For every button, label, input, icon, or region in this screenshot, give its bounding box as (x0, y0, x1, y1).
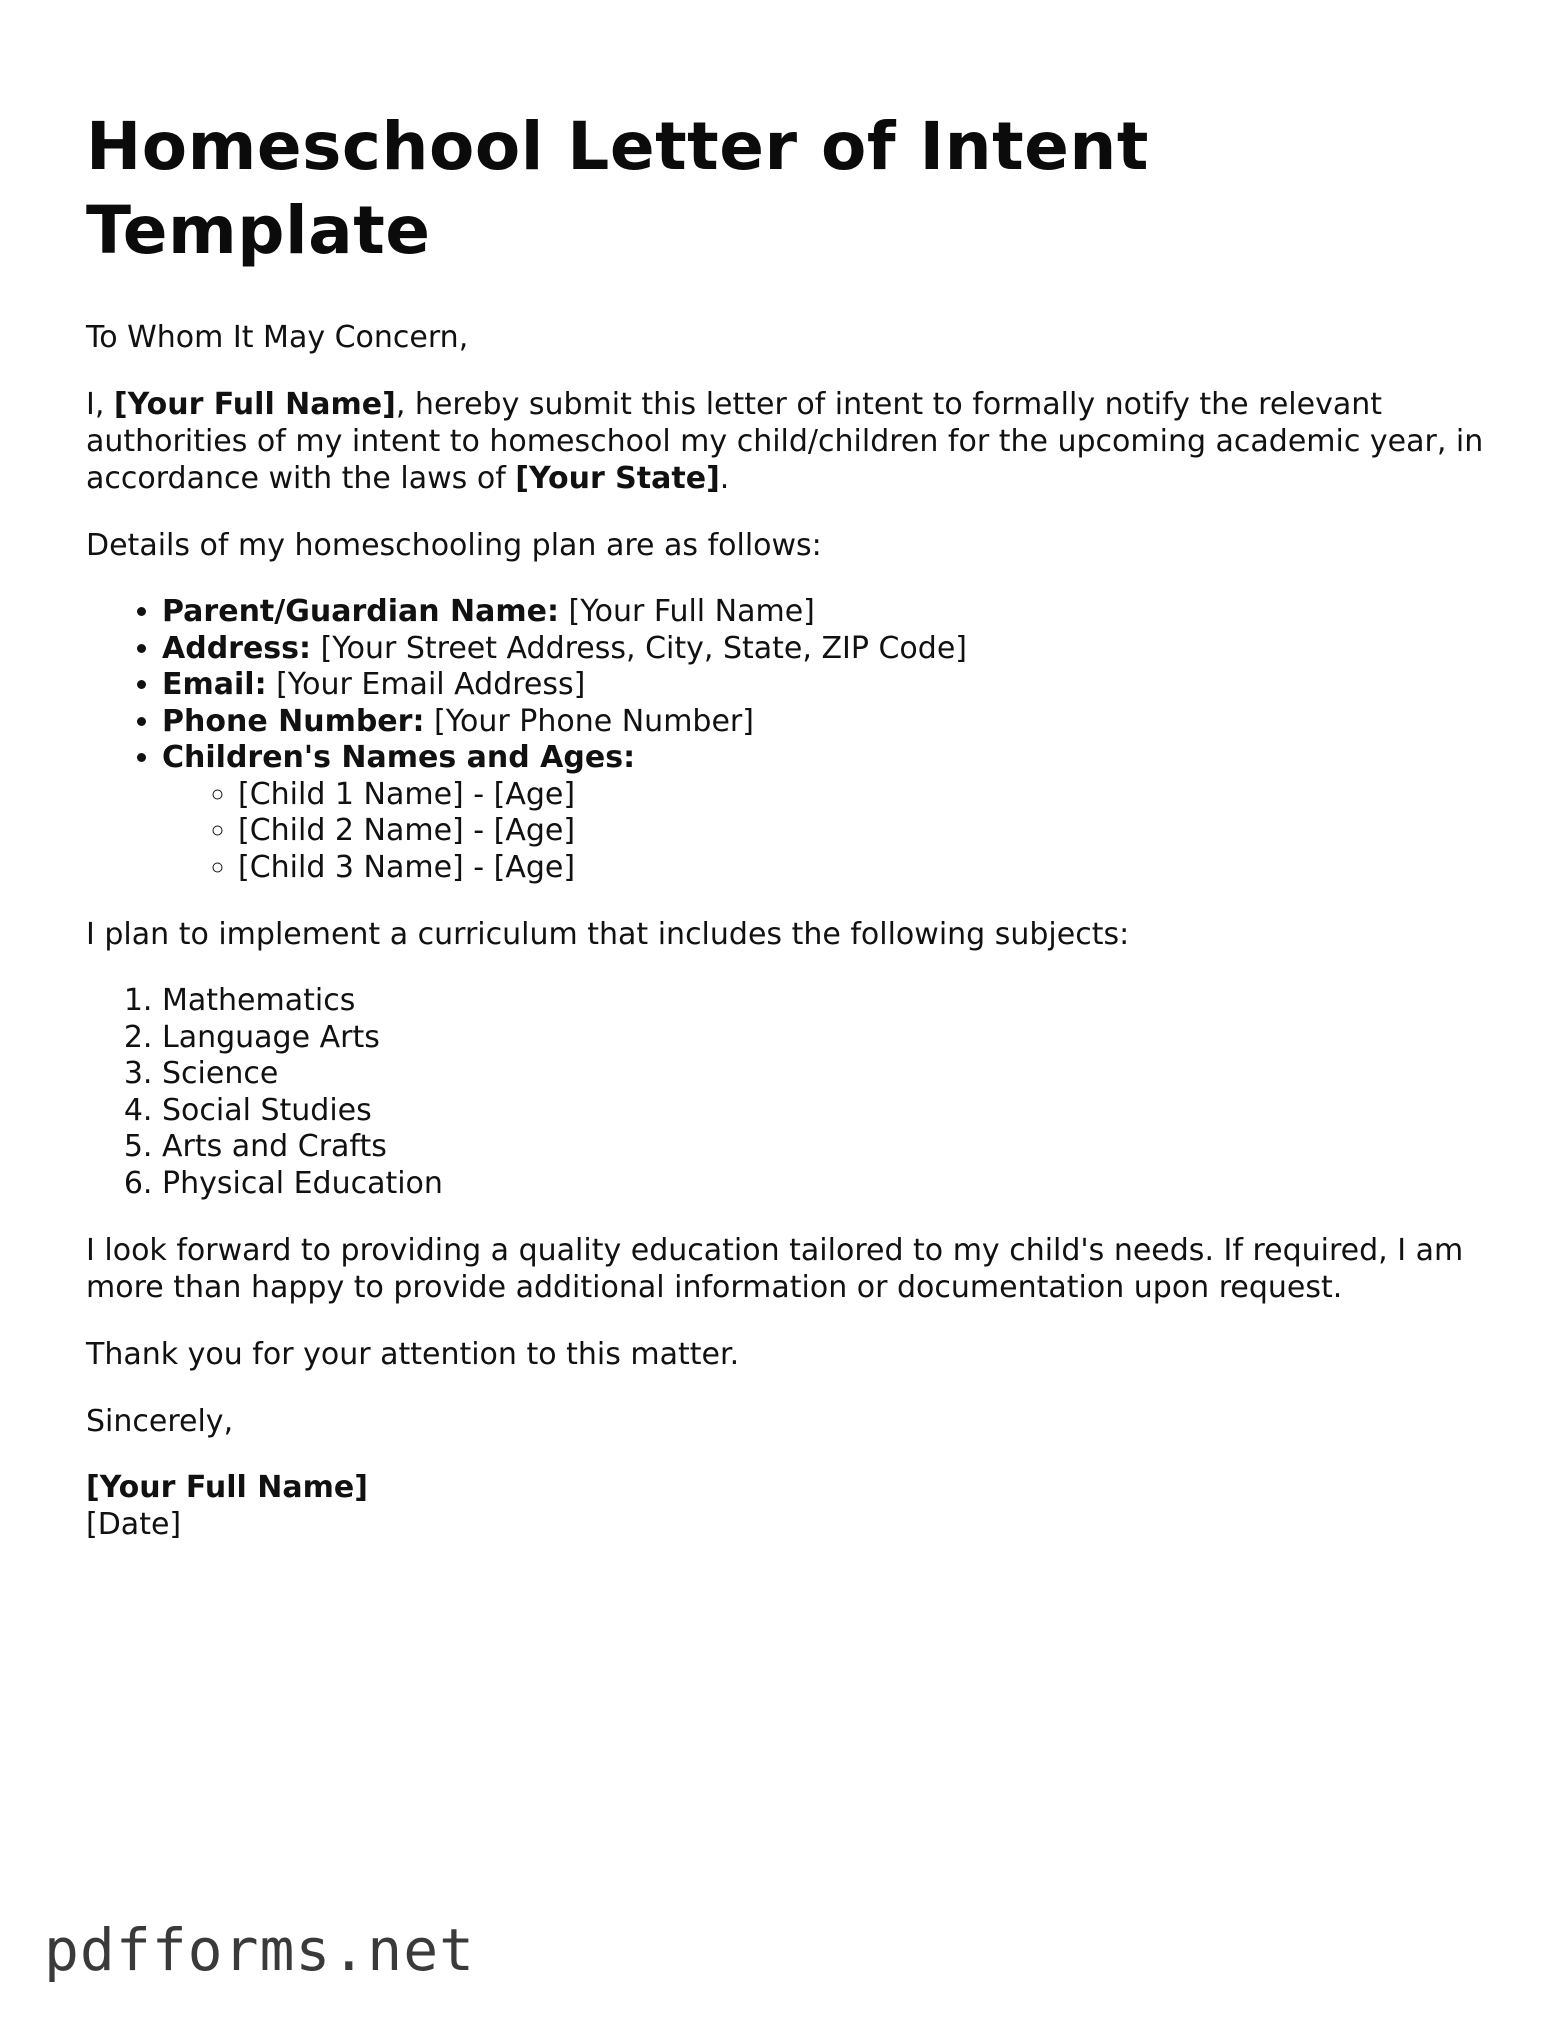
subject-item: 5. Arts and Crafts (162, 1129, 1486, 1166)
signature-name (86, 1470, 1486, 1507)
thanks-line: Thank you for your attention to this matter. (86, 1337, 740, 1372)
details-intro: Details of my homeschooling plan are as follows: (86, 528, 822, 563)
salutation: To Whom It May Concern, (86, 320, 469, 355)
curriculum-intro: I plan to implement a curriculum that includes the following subjects: (86, 917, 1130, 952)
intro-suffix: . (719, 461, 730, 496)
intro-middle: , hereby submit this letter of intent to formally notify the relevant authorities of my intent to homeschool my child/children for the upcoming academic year, in accordance with the laws of (86, 387, 1484, 496)
detail-value: [Your Full Name] (559, 594, 815, 629)
signature-date: [Date] (86, 1506, 182, 1542)
child-item: ◦ [Child 3 Name] - [Age] (238, 850, 1486, 887)
child-item: ◦ [Child 2 Name] - [Age] (238, 813, 1486, 850)
detail-item-children (162, 740, 1486, 886)
detail-label: Address: (162, 630, 312, 666)
children-list (162, 777, 1486, 887)
intro-name-placeholder: [Your Full Name] (113, 387, 396, 422)
subject-item: 4. Social Studies (162, 1093, 1486, 1130)
detail-value: [Your Phone Number] (424, 703, 754, 739)
subject-item: 3. Science (162, 1056, 1486, 1093)
detail-label: Children's Names and Ages: (162, 740, 636, 775)
signature-name-text: [Your Full Name] (86, 1470, 368, 1505)
signoff: Sincerely, (86, 1404, 234, 1439)
detail-value: [Your Email Address] (266, 667, 586, 702)
signature-block (86, 1470, 1486, 1543)
intro-paragraph (86, 386, 1486, 497)
closing-paragraph: I look forward to providing a quality education tailored to my child's needs. If required, I am more than happy to provide additional information or documentation upon request. (86, 1233, 1464, 1305)
child-item: ◦ [Child 1 Name] - [Age] (238, 777, 1486, 814)
intro-prefix: I, (86, 387, 114, 422)
subject-item: 2. Language Arts (162, 1020, 1486, 1057)
subject-item: 6. Physical Education (162, 1166, 1486, 1203)
detail-label: Email: (162, 667, 267, 702)
detail-label: Phone Number: (162, 703, 425, 739)
subject-item: 1. Mathematics (162, 983, 1486, 1020)
letter-page (86, 105, 1486, 1543)
intro-state-placeholder: [Your State] (515, 461, 720, 496)
detail-item-phone (162, 704, 1486, 741)
watermark-logo: pdfforms.net (44, 1916, 476, 1984)
detail-label: Parent/Guardian Name: (162, 594, 560, 629)
detail-item-email (162, 667, 1486, 704)
page-title: Homeschool Letter of Intent Template (86, 108, 1149, 269)
detail-value: [Your Street Address, City, State, ZIP Code] (311, 630, 967, 666)
detail-item-address (162, 631, 1486, 668)
detail-item-parent (162, 594, 1486, 631)
subjects-list (86, 983, 1486, 1202)
details-list (86, 594, 1486, 886)
